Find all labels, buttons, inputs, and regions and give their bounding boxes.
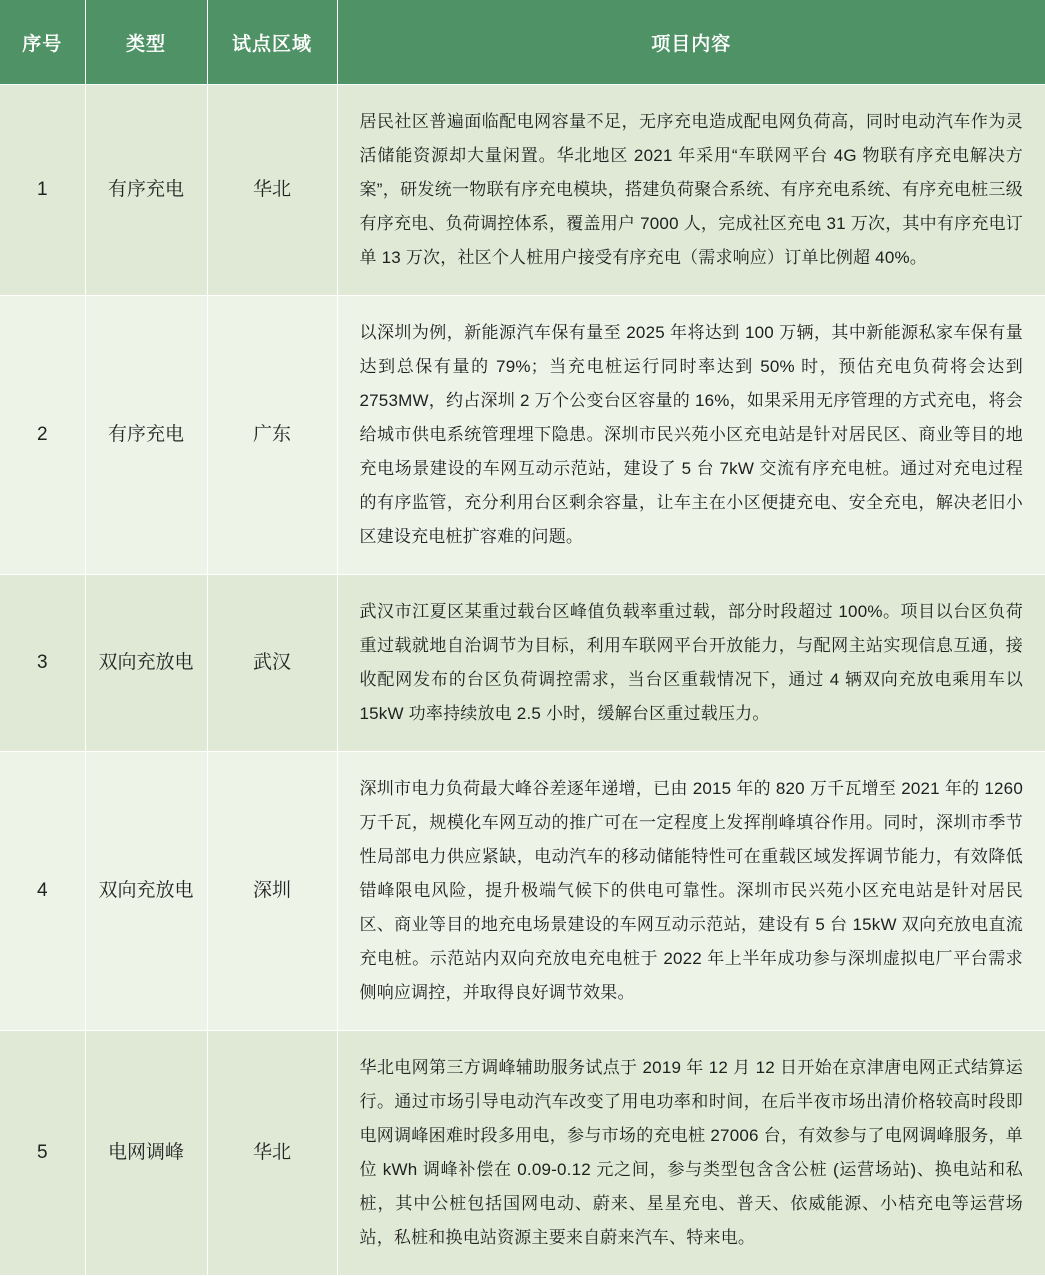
column-header-type: 类型 — [85, 0, 207, 85]
cell-sequence-number: 1 — [0, 85, 85, 296]
table-header-row — [0, 0, 1045, 85]
cell-pilot-area: 华北 — [207, 1031, 337, 1276]
cell-sequence-number: 3 — [0, 575, 85, 752]
cell-pilot-area: 武汉 — [207, 575, 337, 752]
cell-project-content: 华北电网第三方调峰辅助服务试点于 2019 年 12 月 12 日开始在京津唐电网正式结算运行。通过市场引导电动汽车改变了用电功率和时间，在后半夜市场出清价格较高时段即电网调峰困难时段多用电，参与市场的充电桩 27006 台，有效参与了电网调峰服务，单位 kWh 调峰补偿在 0.09-0.12 元之间，参与类型包含含公桩 (运营场站)、换电站和私桩，其中公桩包括国网电动、蔚来、星星充电、普天、依威能源、小桔充电等运营场站，私桩和换电站资源主要来自蔚来汽车、特来电。 — [337, 1031, 1045, 1276]
cell-project-content: 以深圳为例，新能源汽车保有量至 2025 年将达到 100 万辆，其中新能源私家车保有量达到总保有量的 79%；当充电桩运行同时率达到 50% 时，预估充电负荷将会达到 2753MW，约占深圳 2 万个公变台区容量的 16%，如果采用无序管理的方式充电，将会给城市供电系统管理埋下隐患。深圳市民兴苑小区充电站是针对居民区、商业等目的地充电场景建设的车网互动示范站，建设了 5 台 7kW 交流有序充电桩。通过对充电过程的有序监管，充分利用台区剩余容量，让车主在小区便捷充电、安全充电，解决老旧小区建设充电桩扩容难的问题。 — [337, 296, 1045, 575]
cell-sequence-number: 5 — [0, 1031, 85, 1276]
cell-type: 有序充电 — [85, 85, 207, 296]
table-row — [0, 85, 1045, 296]
table-row — [0, 752, 1045, 1031]
table-row — [0, 296, 1045, 575]
cell-sequence-number: 2 — [0, 296, 85, 575]
cell-sequence-number: 4 — [0, 752, 85, 1031]
cell-type: 双向充放电 — [85, 575, 207, 752]
column-header-seq: 序号 — [0, 0, 85, 85]
cell-project-content: 武汉市江夏区某重过载台区峰值负载率重过载，部分时段超过 100%。项目以台区负荷重过载就地自治调节为目标，利用车联网平台开放能力，与配网主站实现信息互通，接收配网发布的台区负荷调控需求，当台区重载情况下，通过 4 辆双向充放电乘用车以 15kW 功率持续放电 2.5 小时，缓解台区重过载压力。 — [337, 575, 1045, 752]
cell-pilot-area: 深圳 — [207, 752, 337, 1031]
cell-type: 电网调峰 — [85, 1031, 207, 1276]
cell-project-content: 居民社区普遍面临配电网容量不足，无序充电造成配电网负荷高，同时电动汽车作为灵活储能资源却大量闲置。华北地区 2021 年采用“车联网平台 4G 物联有序充电解决方案”，研发统一物联有序充电模块，搭建负荷聚合系统、有序充电系统、有序充电桩三级有序充电、负荷调控体系，覆盖用户 7000 人，完成社区充电 31 万次，其中有序充电订单 13 万次，社区个人桩用户接受有序充电（需求响应）订单比例超 40%。 — [337, 85, 1045, 296]
cell-pilot-area: 广东 — [207, 296, 337, 575]
table-header — [0, 0, 1045, 85]
table-row — [0, 575, 1045, 752]
column-header-area: 试点区域 — [207, 0, 337, 85]
cell-type: 双向充放电 — [85, 752, 207, 1031]
table-body — [0, 85, 1045, 1276]
column-header-body: 项目内容 — [337, 0, 1045, 85]
cell-type: 有序充电 — [85, 296, 207, 575]
cell-project-content: 深圳市电力负荷最大峰谷差逐年递增，已由 2015 年的 820 万千瓦增至 2021 年的 1260 万千瓦，规模化车网互动的推广可在一定程度上发挥削峰填谷作用。同时，深圳市季节性局部电力供应紧缺，电动汽车的移动储能特性可在重载区域发挥调节能力，有效降低错峰限电风险，提升极端气候下的供电可靠性。深圳市民兴苑小区充电站是针对居民区、商业等目的地充电场景建设的车网互动示范站，建设有 5 台 15kW 双向充放电直流充电桩。示范站内双向充放电充电桩于 2022 年上半年成功参与深圳虚拟电厂平台需求侧响应调控，并取得良好调节效果。 — [337, 752, 1045, 1031]
table-row — [0, 1031, 1045, 1276]
cell-pilot-area: 华北 — [207, 85, 337, 296]
